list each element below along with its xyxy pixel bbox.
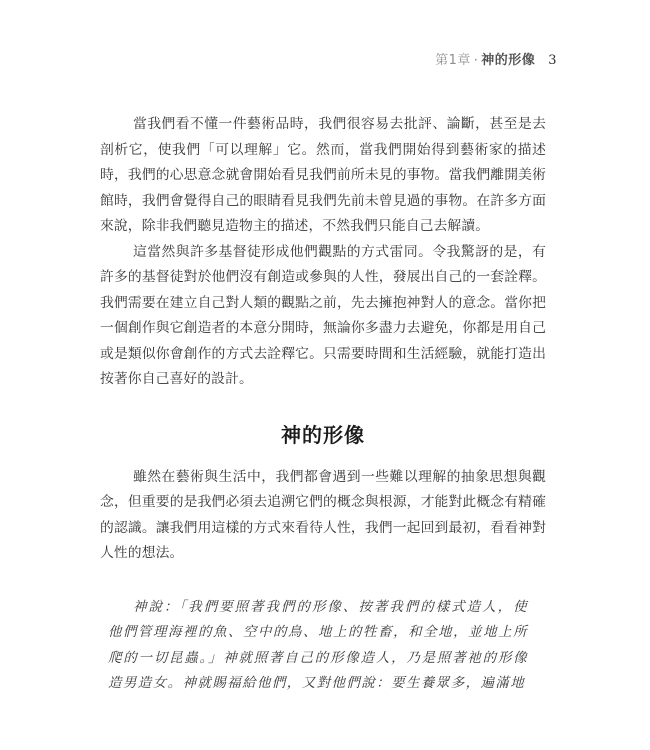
page-content <box>100 112 546 697</box>
paragraph-art-critique: 當我們看不懂一件藝術品時，我們很容易去批評、論斷，甚至是去剖析它，使我們「可以理解」它。然而，當我們開始得到藝術家的描述時，我們的心思意念就會開始看見我們前所未見的事物。當我們離開美術館時，我們會覺得自己的眼睛看見我們先前未曾見過的事物。在許多方面來說，除非我們聽見造物主的描述，不然我們只能自己去解讀。 <box>100 116 546 234</box>
running-header <box>435 52 557 69</box>
section-heading: 神的形像 <box>281 422 365 447</box>
header-chapter-label: 第1章 <box>435 53 471 68</box>
header-chapter-title: 神的形像 <box>481 53 536 68</box>
paragraph-christian-views: 這當然與許多基督徒形成他們觀點的方式雷同。令我驚訝的是，有許多的基督徒對於他們沒有創造或參與的人性，發展出自己的一套詮釋。我們需要在建立自己對人類的觀點之前，先去擁抱神對人的意念。當你把一個創作與它創造者的本意分開時，無論你多盡力去避免，你都是用自己或是類似你會創作的方式去詮釋它。只需要時間和生活經驗，就能打造出按著你自己喜好的設計。 <box>100 243 546 387</box>
paragraph-abstract-concepts: 雖然在藝術與生活中，我們都會遇到一些難以理解的抽象思想與觀念，但重要的是我們必須去追溯它們的概念與根源，才能對此概念有精確的認識。讓我們用這樣的方式來看待人性，我們一起回到最初，看看神對人性的想法。 <box>100 468 546 561</box>
page-number: 3 <box>548 53 557 68</box>
header-separator: · <box>473 53 479 67</box>
scripture-quote: 神說：「我們要照著我們的形像、按著我們的樣式造人，使他們管理海裡的魚、空中的鳥、地上的牲畜，和全地，並地上所爬的一切昆蟲。」神就照著自己的形像造人，乃是照著祂的形像造男造女。神就賜福給他們，又對他們說：要生養眾多，遍滿地 <box>108 598 528 691</box>
